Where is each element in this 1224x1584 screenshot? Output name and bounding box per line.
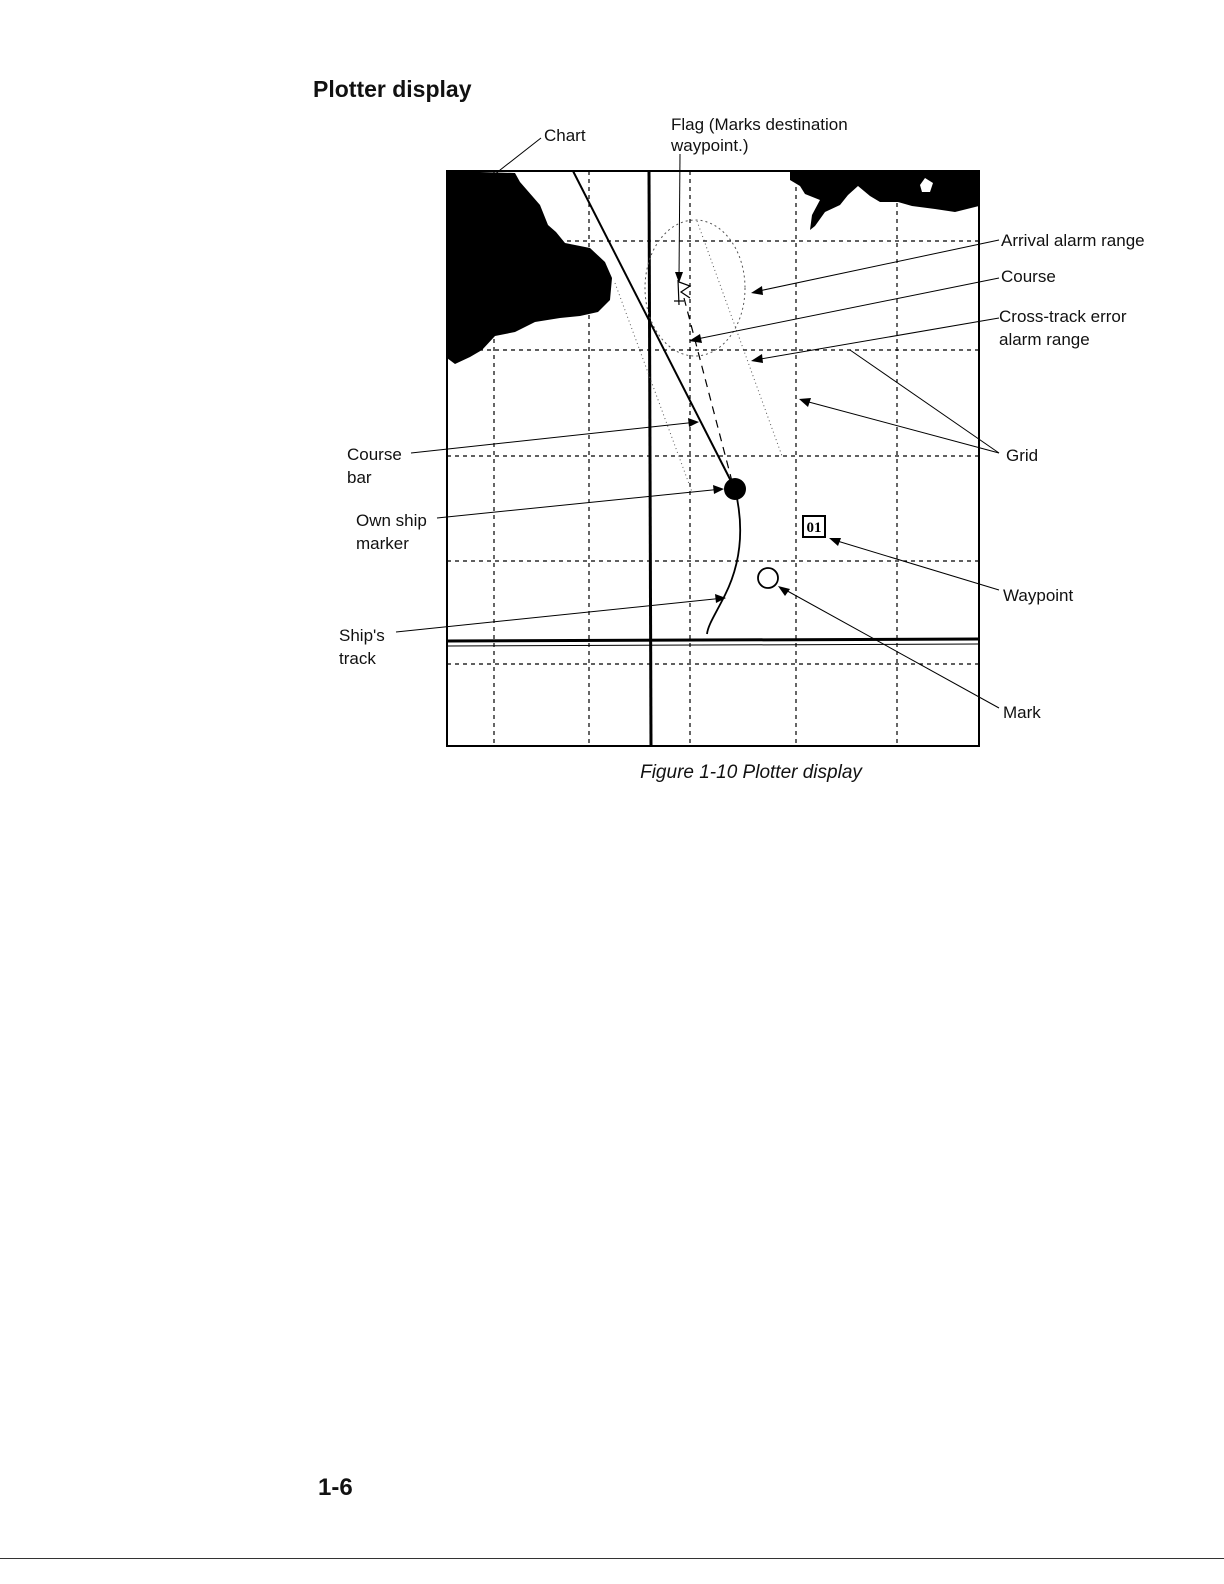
bottom-rule	[0, 1558, 1224, 1559]
label-arrival-alarm-range: Arrival alarm range	[1001, 231, 1145, 250]
section-heading: Plotter display	[313, 76, 472, 102]
waypoint-number: 01	[806, 520, 822, 536]
label-xte-line2: alarm range	[999, 330, 1090, 349]
label-course-bar-line2: bar	[347, 468, 372, 487]
page-number: 1-6	[318, 1474, 353, 1501]
label-mark: Mark	[1003, 703, 1041, 722]
label-own-ship-line2: marker	[356, 534, 409, 553]
label-waypoint: Waypoint	[1003, 586, 1074, 605]
label-grid: Grid	[1006, 446, 1039, 465]
label-flag-line2: waypoint.)	[671, 136, 749, 155]
mark-icon	[758, 568, 778, 588]
label-chart: Chart	[544, 126, 586, 145]
label-ships-track-line2: track	[339, 649, 376, 668]
label-flag-line1: Flag (Marks destination	[671, 115, 848, 134]
label-course: Course	[1001, 267, 1056, 286]
label-ships-track-line1: Ship's	[339, 626, 385, 645]
cursor-horizontal	[447, 639, 979, 641]
label-own-ship-line1: Own ship	[356, 511, 427, 530]
label-xte-line1: Cross-track error	[999, 307, 1127, 326]
cursor-vertical	[649, 171, 651, 746]
figure-caption: Figure 1-10 Plotter display	[640, 762, 862, 783]
label-course-bar-line1: Course	[347, 445, 402, 464]
